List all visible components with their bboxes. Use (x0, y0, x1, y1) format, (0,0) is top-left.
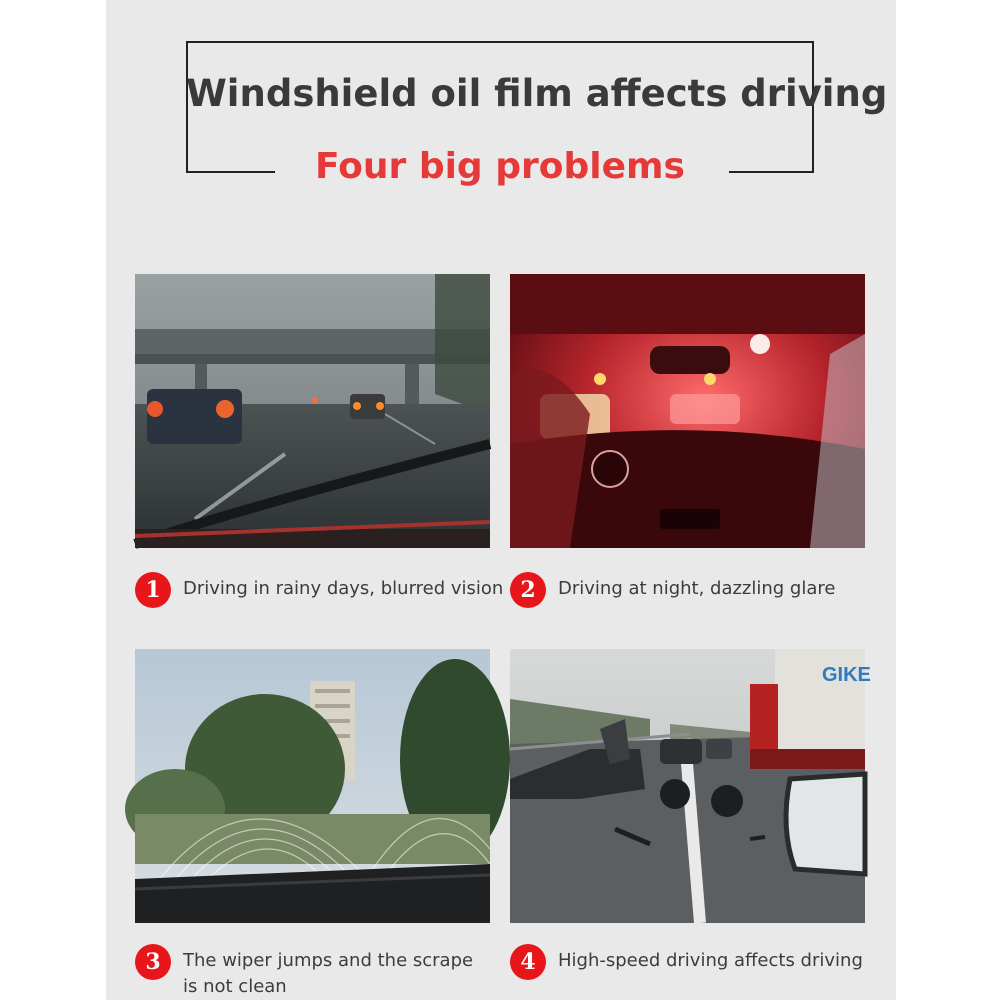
number-badge: 3 (135, 944, 171, 980)
problem-3-text (183, 944, 473, 1000)
number-badge: 4 (510, 944, 546, 980)
problem-3-text-line2: is not clean (183, 976, 287, 997)
number-badge: 2 (510, 572, 546, 608)
page-subtitle: Four big problems (315, 146, 685, 187)
problem-2 (510, 572, 835, 608)
problem-4-text: High-speed driving affects driving (558, 950, 863, 971)
problem-3-text-line1: The wiper jumps and the scrape (183, 950, 474, 971)
rainy-windshield-photo (135, 274, 490, 548)
page-title: Windshield oil film affects driving (186, 72, 888, 115)
problem-1 (135, 572, 503, 608)
number-badge: 1 (135, 572, 171, 608)
wiper-streaks-photo (135, 649, 490, 923)
highway-accident-photo (510, 649, 871, 923)
problem-1-text: Driving in rainy days, blurred vision (183, 578, 504, 599)
truck-logo: GIKE (822, 664, 871, 686)
night-glare-photo (510, 274, 865, 548)
problem-4 (510, 944, 863, 980)
problem-2-text: Driving at night, dazzling glare (558, 578, 836, 599)
problem-3 (135, 944, 495, 1000)
